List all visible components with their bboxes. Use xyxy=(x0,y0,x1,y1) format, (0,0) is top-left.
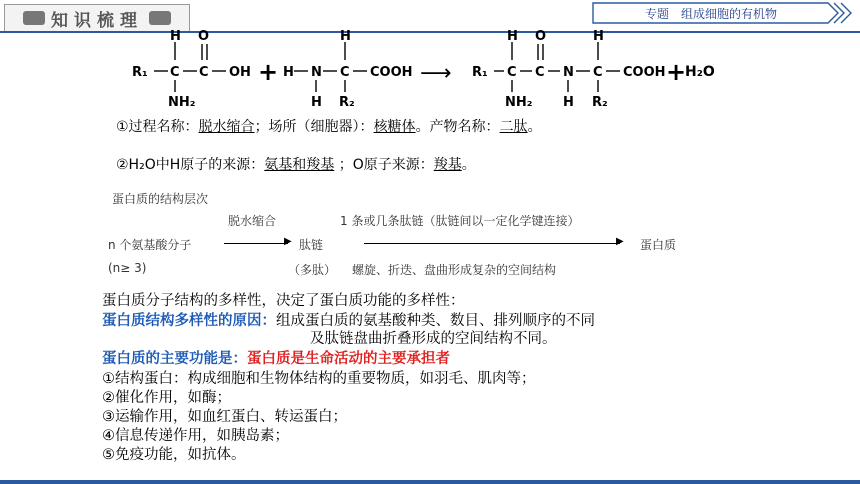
arrow-head-2-icon: ▶ xyxy=(616,236,624,247)
hierarchy-step1-label: 脱水缩合 xyxy=(228,214,277,228)
eq-h4: H xyxy=(340,29,351,44)
o-source-label: ；O原子来源： xyxy=(334,157,434,173)
eq-h2: H xyxy=(283,65,294,80)
eq-r2-a: R₂ xyxy=(339,95,355,110)
process-label: ①过程名称： xyxy=(116,119,199,135)
eq-o1: O xyxy=(198,29,210,44)
eq-plus-2: + xyxy=(666,58,687,86)
hierarchy-middle: 肽链 xyxy=(299,238,324,252)
function-text: 蛋白质是生命活动的主要承担者 xyxy=(247,351,450,367)
hierarchy-end: 蛋白质 xyxy=(640,238,677,252)
hierarchy-arrow-1 xyxy=(224,243,288,244)
product-label: 。产物名称： xyxy=(415,119,500,135)
topic-banner xyxy=(592,2,854,24)
eq-oh: OH xyxy=(229,65,251,80)
eq-c2: C xyxy=(199,65,209,80)
process-product: 二肽 xyxy=(499,119,528,135)
hierarchy-middle-note: （多肽） xyxy=(288,263,337,277)
eq-o2: O xyxy=(535,29,547,44)
eq-h5: H xyxy=(507,29,518,44)
eq-r1: R₁ xyxy=(132,65,148,80)
hierarchy-start-note: (n≥ 3) xyxy=(108,261,147,275)
process-site: 核糖体 xyxy=(373,119,416,135)
function-item: ③运输作用，如血红蛋白、转运蛋白； xyxy=(102,409,347,425)
diversity-cause-line xyxy=(102,312,802,330)
site-label: ；场所（细胞器）： xyxy=(254,119,374,135)
hierarchy-arrow-2 xyxy=(364,243,620,244)
eq-h6: H xyxy=(563,95,574,110)
cause-label: 蛋白质结构多样性的原因： xyxy=(102,313,276,329)
cause-text-1: 组成蛋白质的氨基酸种类、数目、排列顺序的不同 xyxy=(276,313,595,329)
eq-plus-1: + xyxy=(258,58,279,86)
h-source: 氨基和羧基 xyxy=(264,157,335,173)
diversity-intro: 蛋白质分子结构的多样性，决定了蛋白质功能的多样性： xyxy=(102,293,465,309)
process-line xyxy=(116,116,542,136)
pointing-hand-right-icon xyxy=(149,11,171,25)
function-item: ⑤免疫功能，如抗体。 xyxy=(102,447,246,463)
eq-nh2-a: NH₂ xyxy=(168,95,196,110)
eq-c1: C xyxy=(170,65,180,80)
function-item: ④信息传递作用，如胰岛素； xyxy=(102,428,289,444)
o-source: 羧基 xyxy=(433,157,462,173)
eq-c5: C xyxy=(535,65,545,80)
eq-cooh-1: COOH xyxy=(370,65,413,80)
eq-c4: C xyxy=(507,65,517,80)
dehydration-equation-diagram xyxy=(130,28,730,116)
process-end: 。 xyxy=(527,119,542,135)
hierarchy-step2-label: 1 条或几条肽链（肽链间以一定化学键连接） xyxy=(340,214,580,228)
h2o-source-line xyxy=(116,154,476,174)
eq-n1: N xyxy=(311,65,322,80)
hierarchy-title: 蛋白质的结构层次 xyxy=(112,192,209,206)
eq-h3: H xyxy=(311,95,322,110)
eq-h1: H xyxy=(170,29,181,44)
eq-cooh-2: COOH xyxy=(623,65,666,80)
topic-prefix: 专题 xyxy=(644,6,669,21)
process-name: 脱水缩合 xyxy=(198,119,255,135)
function-line xyxy=(102,350,802,368)
eq-r2-b: R₂ xyxy=(592,95,608,110)
function-item: ②催化作用，如酶； xyxy=(102,390,231,406)
footer-bar xyxy=(0,480,860,484)
function-item: ①结构蛋白：构成细胞和生物体结构的重要物质，如羽毛、肌肉等； xyxy=(102,371,536,387)
h2o-source-end: 。 xyxy=(461,157,476,173)
eq-nh2-b: NH₂ xyxy=(505,95,533,110)
eq-h7: H xyxy=(593,29,604,44)
eq-n2: N xyxy=(563,65,574,80)
section-title: 知识梳理 xyxy=(51,10,143,31)
hierarchy-start: n 个氨基酸分子 xyxy=(108,238,192,252)
eq-c3: C xyxy=(340,65,350,80)
eq-arrow: ⟶ xyxy=(420,61,452,86)
eq-r1-b: R₁ xyxy=(472,65,488,80)
eq-c6: C xyxy=(593,65,603,80)
h-source-label: ②H₂O中H原子的来源： xyxy=(116,157,265,173)
function-label: 蛋白质的主要功能是： xyxy=(102,351,247,367)
hierarchy-step2-desc: 螺旋、折迭、盘曲形成复杂的空间结构 xyxy=(352,263,557,277)
topic-name: 组成细胞的有机物 xyxy=(681,6,778,21)
cause-text-2: 及肽链盘曲折叠形成的空间结构不同。 xyxy=(310,331,557,347)
pointing-hand-left-icon xyxy=(23,11,45,25)
eq-h2o: H₂O xyxy=(685,64,715,80)
arrow-head-1-icon: ▶ xyxy=(284,236,292,247)
